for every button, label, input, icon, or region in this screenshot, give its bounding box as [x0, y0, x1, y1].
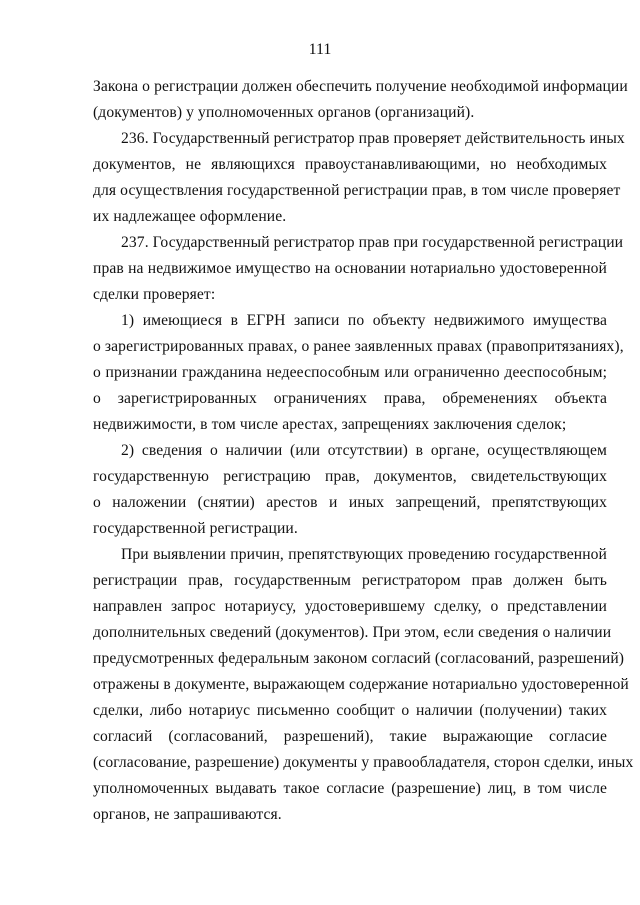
text-line: о зарегистрированных правах, о ранее заявленных правах (правопритязаниях), [93, 338, 624, 355]
text-line: прав на недвижимое имущество на основании нотариально удостоверенной [93, 260, 607, 277]
text-line: 237. Государственный регистратор прав при государственной регистрации [121, 234, 624, 251]
text-line: недвижимости, в том числе арестах, запрещениях заключения сделок; [93, 416, 567, 433]
text-line: государственную регистрацию прав, документов, свидетельствующих [93, 468, 607, 485]
text-line: их надлежащее оформление. [93, 208, 287, 225]
text-line: Закона о регистрации должен обеспечить получение необходимой информации [93, 78, 628, 95]
text-line: сделки проверяет: [93, 286, 216, 303]
text-line: направлен запрос нотариусу, удостоверившему сделку, о представлении [93, 598, 607, 615]
text-line: дополнительных сведений (документов). При этом, если сведения о наличии [93, 624, 612, 641]
text-line: согласий (согласований, разрешений), такие выражающие согласие [93, 728, 607, 745]
text-line: о наложении (снятии) арестов и иных запрещений, препятствующих [93, 494, 607, 511]
text-line: отражены в документе, выражающем содержание нотариально удостоверенной [93, 676, 629, 693]
text-line: сделки, либо нотариус письменно сообщит о наличии (получении) таких [93, 702, 607, 719]
text-line: государственной регистрации. [93, 520, 298, 537]
text-line: для осуществления государственной регистрации прав, в том числе проверяет [93, 182, 621, 199]
text-line: При выявлении причин, препятствующих проведению государственной [121, 546, 607, 563]
text-line: документов, не являющихся правоустанавливающими, но необходимых [93, 156, 607, 173]
text-line: регистрации прав, государственным регистратором прав должен быть [93, 572, 607, 589]
text-line: уполномоченных выдавать такое согласие (разрешение) лиц, в том числе [93, 780, 607, 797]
text-line: 236. Государственный регистратор прав проверяет действительность иных [121, 130, 625, 147]
text-line: (документов) у уполномоченных органов (организаций). [93, 104, 475, 121]
text-line: органов, не запрашиваются. [93, 806, 282, 823]
page-number: 111 [308, 41, 332, 58]
text-line: 1) имеющиеся в ЕГРН записи по объекту недвижимого имущества [121, 312, 607, 329]
text-line: предусмотренных федеральным законом согласий (согласований, разрешений) [93, 650, 625, 667]
text-line: (согласование, разрешение) документы у правообладателя, сторон сделки, иных [93, 754, 634, 771]
text-line: 2) сведения о наличии (или отсутствии) в органе, осуществляющем [121, 442, 607, 459]
document-body [93, 74, 634, 828]
text-line: о признании гражданина недееспособным или ограниченно дееспособным; [93, 364, 607, 381]
text-line: о зарегистрированных ограничениях права, обременениях объекта [93, 390, 607, 407]
